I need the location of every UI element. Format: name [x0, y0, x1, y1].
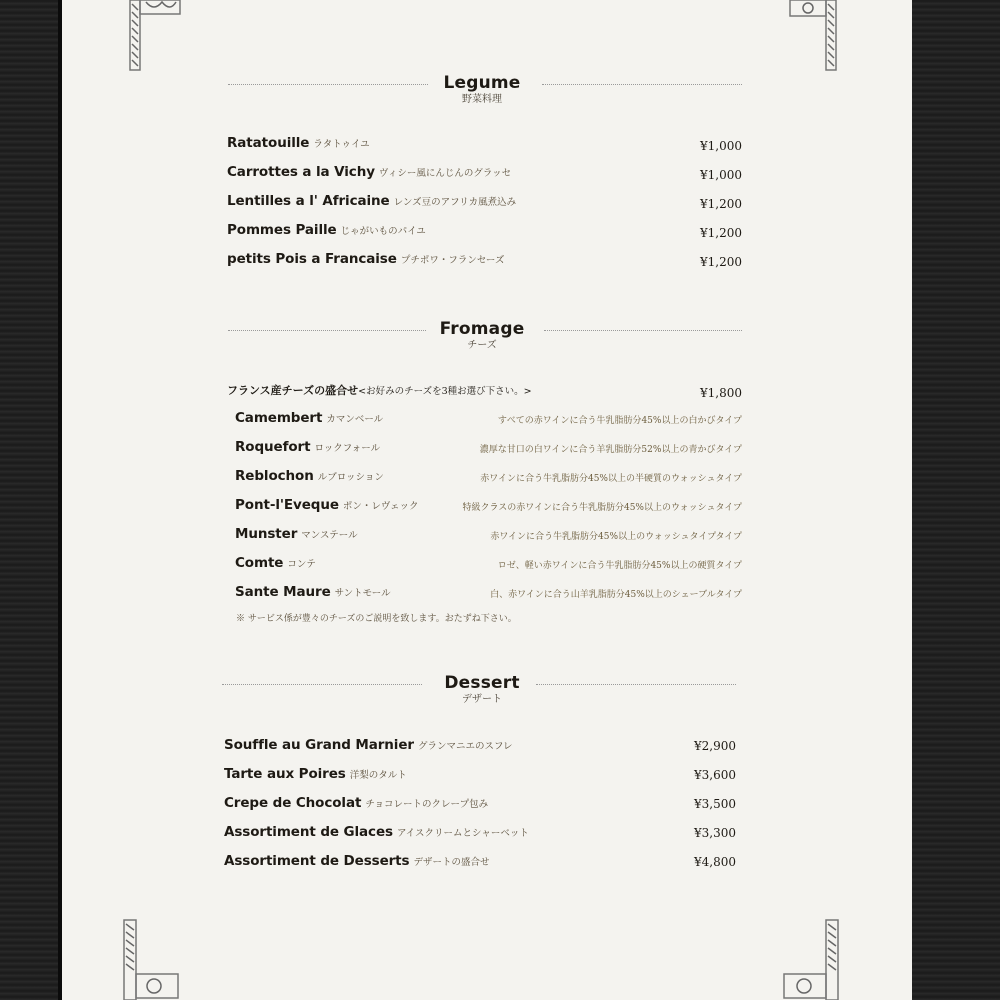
item-price: ¥1,200	[700, 226, 742, 240]
menu-item: Ratatouille ラタトゥイユ	[227, 135, 370, 151]
item-price: ¥3,500	[694, 797, 736, 811]
cheese-item: Camembert カマンベール	[235, 410, 384, 426]
cheese-description: 濃厚な甘口の白ワインに合う羊乳脂肪分52%以上の青かびタイプ	[479, 445, 742, 455]
menu-cover-left	[0, 0, 62, 1000]
cheese-item: Roquefort ロックフォール	[235, 439, 381, 455]
cheese-description: ロゼ、軽い赤ワインに合う牛乳脂肪分45%以上の硬質タイプ	[497, 561, 742, 571]
menu-item: Assortiment de Glaces アイスクリームとシャーベット	[224, 824, 529, 840]
section-header-dessert	[222, 670, 742, 706]
cheese-description: 白、赤ワインに合う山羊乳脂肪分45%以上のシェーブルタイプ	[490, 590, 742, 600]
item-price: ¥1,200	[700, 197, 742, 211]
menu-item: Assortiment de Desserts デザートの盛合せ	[224, 853, 490, 869]
cheese-note: ※ サービス係が豊々のチーズのご説明を致します。おたずね下さい。	[236, 614, 517, 624]
corner-ornament-top-left	[124, 0, 194, 72]
menu-item: Lentilles a l' Africaine レンズ豆のアフリカ風煮込み	[227, 193, 517, 209]
cheese-platter: フランス産チーズの盛合せ<お好みのチーズを3種お選び下さい。>	[227, 384, 532, 397]
section-subtitle: デザート	[462, 694, 502, 705]
cheese-description: 特級クラスの赤ワインに合う牛乳脂肪分45%以上のウォッシュタイプ	[462, 503, 742, 513]
menu-item: Carrottes a la Vichy ヴィシー風にんじんのグラッセ	[227, 164, 512, 180]
menu-item: Pommes Paille じゃがいものパイユ	[227, 222, 426, 238]
section-header-legume	[222, 70, 742, 106]
item-price: ¥3,300	[694, 826, 736, 840]
section-subtitle: 野菜料理	[462, 94, 502, 105]
cheese-item: Comte コンテ	[235, 555, 316, 571]
menu-item: Souffle au Grand Marnier グランマニエのスフレ	[224, 737, 513, 753]
item-price: ¥3,600	[694, 768, 736, 782]
cheese-item: Reblochon ルブロッション	[235, 468, 384, 484]
cheese-item: Pont-l'Eveque ポン・レヴェック	[235, 497, 419, 513]
item-price: ¥1,200	[700, 255, 742, 269]
menu-cover-right	[908, 0, 1000, 1000]
item-price: ¥1,000	[700, 168, 742, 182]
menu-item: Tarte aux Poires 洋梨のタルト	[224, 766, 407, 782]
section-subtitle: チーズ	[467, 340, 497, 351]
cheese-item: Sante Maure サントモール	[235, 584, 391, 600]
section-title: Dessert	[444, 673, 520, 693]
corner-ornament-bottom-left	[120, 918, 190, 1000]
section-header-fromage	[222, 316, 742, 352]
cheese-description: 赤ワインに合う牛乳脂肪分45%以上のウォッシュタイプタイプ	[490, 532, 742, 542]
cheese-description: 赤ワインに合う牛乳脂肪分45%以上の半硬質のウォッシュタイプ	[480, 474, 742, 484]
cheese-description: すべての赤ワインに合う牛乳脂肪分45%以上の白かびタイプ	[497, 416, 742, 426]
item-price: ¥2,900	[694, 739, 736, 753]
menu-item: Crepe de Chocolat チョコレートのクレープ包み	[224, 795, 489, 811]
section-title: Fromage	[439, 319, 525, 339]
corner-ornament-bottom-right	[780, 918, 850, 1000]
section-title: Legume	[443, 73, 521, 93]
item-price: ¥4,800	[694, 855, 736, 869]
item-price: ¥1,800	[700, 386, 742, 400]
item-price: ¥1,000	[700, 139, 742, 153]
menu-item: petits Pois a Francaise プチポワ・フランセーズ	[227, 251, 505, 267]
cheese-item: Munster マンステール	[235, 526, 358, 542]
corner-ornament-top-right	[786, 0, 848, 72]
